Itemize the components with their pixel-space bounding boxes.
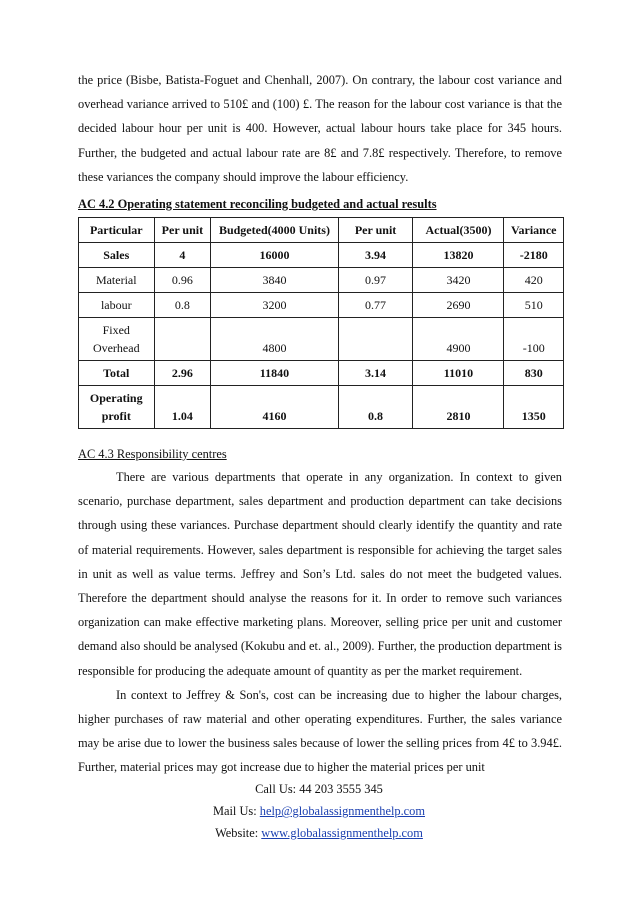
table-cell: 4160 [211, 386, 338, 429]
table-cell: Total [79, 361, 155, 386]
intro-paragraph [78, 68, 562, 189]
email-link[interactable]: help@globalassignmenthelp.com [259, 804, 426, 818]
table-cell: 0.77 [338, 293, 413, 318]
table-cell: 3.14 [338, 361, 413, 386]
table-cell: 2810 [413, 386, 504, 429]
section-42-heading: AC 4.2 Operating statement reconciling budgeted and actual results [78, 197, 437, 212]
table-cell: 3200 [211, 293, 338, 318]
table-cell: Operating profit [79, 386, 155, 429]
table-cell: 420 [504, 268, 564, 293]
table-cell: Material [79, 268, 155, 293]
table-cell: 0.8 [338, 386, 413, 429]
table-cell: 830 [504, 361, 564, 386]
table-cell: 3840 [211, 268, 338, 293]
table-cell: Sales [79, 243, 155, 268]
footer-website [0, 822, 638, 844]
table-cell: 11010 [413, 361, 504, 386]
footer-website-label: Website: [215, 826, 262, 840]
table-cell [154, 318, 211, 361]
table-row [79, 243, 564, 268]
table-row [79, 318, 564, 361]
table-row [79, 361, 564, 386]
table-cell: 3.94 [338, 243, 413, 268]
body-paragraph: In context to Jeffrey & Son's, cost can be increasing due to higher the labour charges, higher purchases of raw material and other operating expenditures. Further, the sales variance may be arise due to lower the business sales because of lower the selling prices from 4£ to 3.94£. Further, material prices may got increase due to higher the material prices per unit [78, 687, 562, 775]
table-cell: 1350 [504, 386, 564, 429]
table-row [79, 386, 564, 429]
document-page [78, 68, 562, 780]
table-row [79, 293, 564, 318]
table-cell: 0.97 [338, 268, 413, 293]
table-header: Per unit [154, 218, 211, 243]
table-cell: 4 [154, 243, 211, 268]
table-cell: 4800 [211, 318, 338, 361]
table-cell: 0.96 [154, 268, 211, 293]
table-header: Budgeted(4000 Units) [211, 218, 338, 243]
table-cell: 16000 [211, 243, 338, 268]
operating-statement-table [78, 217, 564, 429]
table-header-row [79, 218, 564, 243]
intro-line: hours. Further, the budgeted and actual labour rate are 8£ and 7.8£ respectively. Therefore, to [78, 121, 562, 160]
table-cell: 510 [504, 293, 564, 318]
intro-line: the price (Bisbe, Batista-Foguet and Chenhall, 2007). On contrary, the labour cost variance [78, 73, 541, 87]
table-cell: 0.8 [154, 293, 211, 318]
table-header: Per unit [338, 218, 413, 243]
table-cell: -2180 [504, 243, 564, 268]
page-footer [0, 778, 638, 844]
table-cell: 4900 [413, 318, 504, 361]
intro-line: that the decided labour hour per unit is 400. However, actual labour hours take place for 345 [78, 97, 562, 136]
table-header: Variance [504, 218, 564, 243]
table-cell: 3420 [413, 268, 504, 293]
footer-mail-label: Mail Us: [212, 804, 260, 818]
table-cell: -100 [504, 318, 564, 361]
table-row [79, 268, 564, 293]
intro-line: and overhead variance arrived to 510£ and (100) £. The reason for the labour cost variance is [78, 73, 562, 112]
table-cell: 2690 [413, 293, 504, 318]
section-43-heading: AC 4.3 Responsibility centres [78, 447, 227, 462]
footer-phone: Call Us: 44 203 3555 345 [255, 782, 383, 796]
table-cell: labour [79, 293, 155, 318]
body-paragraph: There are various departments that operate in any organization. In context to given scenario, purchase department, sales department and production department can take decisions through using these variances. Purchase department should clearly identify the quantity and rate of material requirements. However, sales department is responsible for achieving the target sales in unit as well as value terms. Jeffrey and Son’s Ltd. sales do not meet the budgeted values. Therefore the department should analyse the reasons for it. In order to remove such variances organization can make effective marketing plans. Moreover, selling price per unit and customer demand also should be analysed (Kokubu and et. al., 2009). Further, the production department is responsible for producing the adequate amount of quantity as per the market requirement. [78, 470, 562, 678]
website-link[interactable]: www.globalassignmenthelp.com [261, 826, 423, 840]
table-cell: 2.96 [154, 361, 211, 386]
table-cell: 13820 [413, 243, 504, 268]
table-cell: Fixed Overhead [79, 318, 155, 361]
table-cell: 1.04 [154, 386, 211, 429]
table-cell [338, 318, 413, 361]
intro-line: remove these variances the company should improve the labour efficiency. [78, 145, 562, 184]
table-cell: 11840 [211, 361, 338, 386]
footer-mail [0, 800, 638, 822]
table-header: Particular [79, 218, 155, 243]
table-header: Actual(3500) [413, 218, 504, 243]
